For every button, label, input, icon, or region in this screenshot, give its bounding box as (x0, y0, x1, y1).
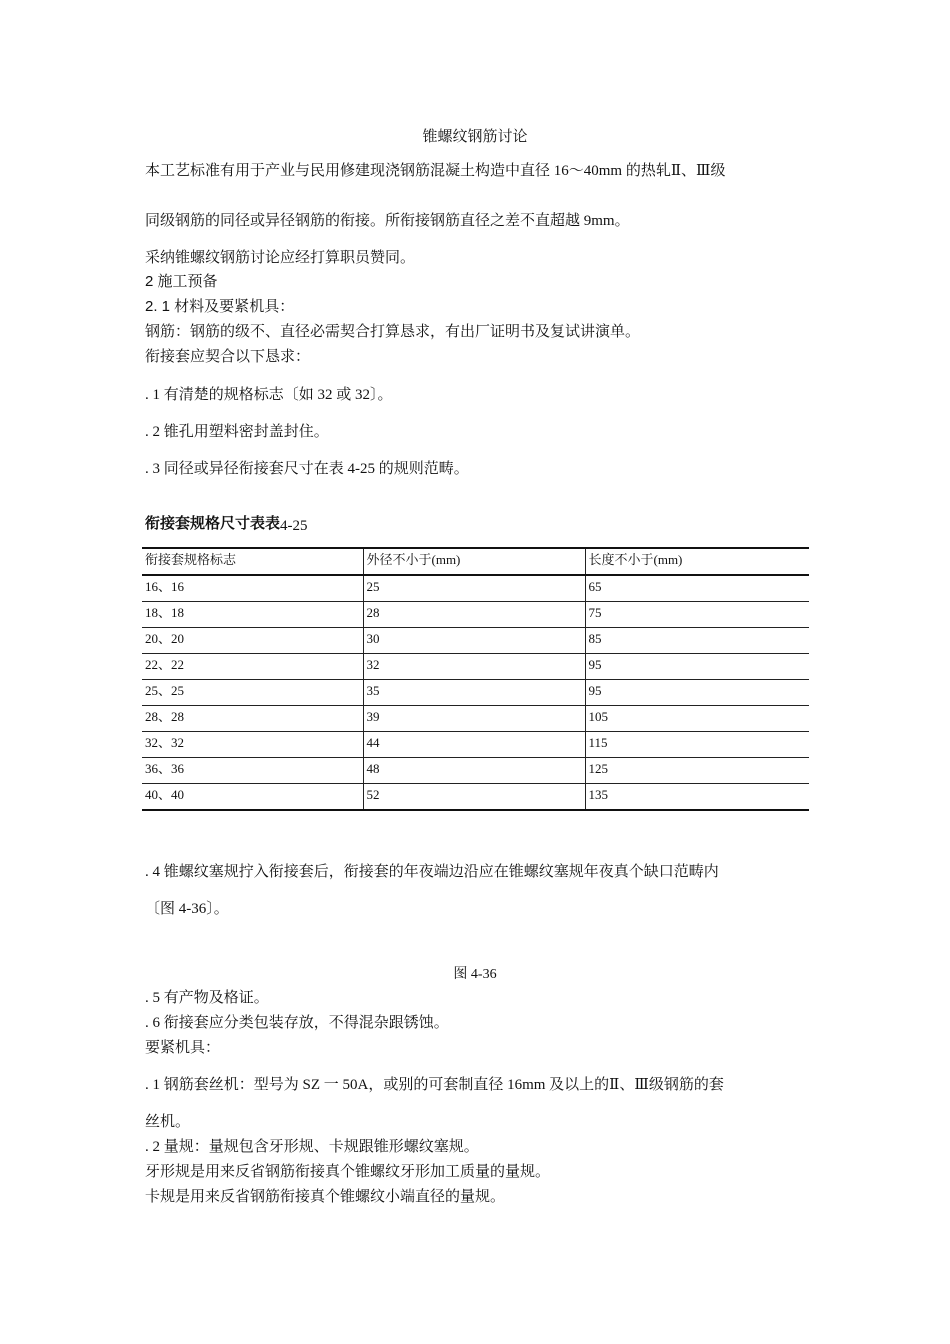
table-cell: 32、32 (142, 732, 363, 758)
table-cell: 28、28 (142, 706, 363, 732)
requirement-4-line-2: 〔图 4-36〕。 (145, 901, 229, 917)
sleeve-requirements: 衔接套应契合以下恳求： (145, 349, 311, 365)
requirement-1: . 1 有清楚的规格标志〔如 32 或 32〕。 (145, 387, 393, 403)
table-cell: 35 (363, 680, 585, 706)
rebar-text: 钢筋：钢筋的级不、直径必需契合打算恳求，有出厂证明书及复试讲演单。 (145, 324, 641, 340)
table-cell: 115 (585, 732, 809, 758)
intro-line-2: 同级钢筋的同径或异径钢筋的衔接。所衔接钢筋直径之差不直超越 9mm。 (145, 213, 630, 229)
table-cell: 125 (585, 758, 809, 784)
tool-2: . 2 量规：量规包含牙形规、卡规跟锥形螺纹塞规。 (145, 1139, 479, 1155)
table-row (142, 602, 809, 628)
table-row (142, 680, 809, 706)
table-header-cell: 衔接套规格标志 (142, 548, 363, 575)
sleeve-spec-table (142, 547, 809, 811)
table-header-cell: 外径不小于(mm) (363, 548, 585, 575)
intro-line-3: 采纳锥螺纹钢筋讨论应经打算职员赞同。 (145, 250, 416, 266)
tool-2-caliper-gauge: 卡规是用来反省钢筋衔接真个锥螺纹小端直径的量规。 (145, 1189, 506, 1205)
table-cell: 25 (363, 575, 585, 602)
table-row (142, 575, 809, 602)
table-header-cell: 长度不小于(mm) (585, 548, 809, 575)
table-cell: 25、25 (142, 680, 363, 706)
figure-caption: 图 4-36 (453, 967, 497, 982)
table-cell: 135 (585, 784, 809, 811)
table-row (142, 654, 809, 680)
subsection-heading: 2. 1 材料及要紧机具： (145, 298, 295, 315)
table-cell: 16、16 (142, 575, 363, 602)
table-cell: 105 (585, 706, 809, 732)
table-cell: 48 (363, 758, 585, 784)
requirement-3: . 3 同径或异径衔接套尺寸在表 4-25 的规则范畴。 (145, 461, 469, 477)
table-cell: 65 (585, 575, 809, 602)
requirement-5: . 5 有产物及格证。 (145, 990, 269, 1006)
table-cell: 95 (585, 654, 809, 680)
intro-line-1: 本工艺标准有用于产业与民用修建现浇钢筋混凝土构造中直径 16～40mm 的热轧Ⅱ、Ⅲ级 (145, 163, 726, 179)
table-cell: 30 (363, 628, 585, 654)
tools-heading: 要紧机具： (145, 1040, 221, 1056)
table-row (142, 706, 809, 732)
table-cell: 85 (585, 628, 809, 654)
table-cell: 52 (363, 784, 585, 811)
tool-1-line-1: . 1 钢筋套丝机：型号为 SZ 一 50A，或别的可套制直径 16mm 及以上的Ⅱ、Ⅲ级钢筋的套 (145, 1077, 724, 1093)
table-row (142, 784, 809, 811)
table-number: 4-25 (280, 518, 308, 534)
requirement-6: . 6 衔接套应分类包装存放，不得混杂跟锈蚀。 (145, 1015, 449, 1031)
table-cell: 39 (363, 706, 585, 732)
table-cell: 22、22 (142, 654, 363, 680)
table-cell: 44 (363, 732, 585, 758)
table-row (142, 628, 809, 654)
requirement-4-line-1: . 4 锥螺纹塞规拧入衔接套后，衔接套的年夜端边沿应在锥螺纹塞规年夜真个缺口范畴内 (145, 864, 719, 880)
table-cell: 95 (585, 680, 809, 706)
tool-2-thread-gauge: 牙形规是用来反省钢筋衔接真个锥螺纹牙形加工质量的量规。 (145, 1164, 551, 1180)
table-cell: 18、18 (142, 602, 363, 628)
table-cell: 36、36 (142, 758, 363, 784)
table-header-row (142, 548, 809, 575)
table-cell: 40、40 (142, 784, 363, 811)
table-row (142, 758, 809, 784)
table-cell: 75 (585, 602, 809, 628)
table-cell: 28 (363, 602, 585, 628)
table-cell: 32 (363, 654, 585, 680)
requirement-2: . 2 锥孔用塑料密封盖封住。 (145, 424, 329, 440)
table-title-text: 衔接套规格尺寸表表 (145, 515, 281, 532)
doc-title: 锥螺纹钢筋讨论 (422, 129, 528, 145)
tool-1-line-2: 丝机。 (145, 1114, 191, 1130)
table-title (145, 512, 308, 533)
table-cell: 20、20 (142, 628, 363, 654)
section-heading: 2 施工预备 (145, 273, 218, 290)
table-row (142, 732, 809, 758)
